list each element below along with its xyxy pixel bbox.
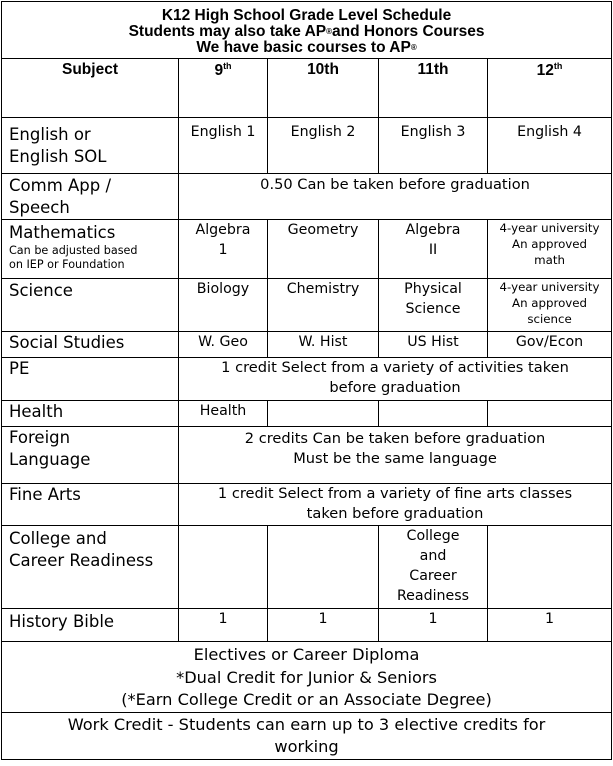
header-row — [2, 59, 612, 118]
header-grade-9: 9th — [179, 59, 268, 118]
cell-ccr-11: College and Career Readiness — [379, 526, 488, 609]
work-credit-note: Work Credit - Students can earn up to 3 elective credits for working — [2, 712, 612, 759]
table-title — [2, 2, 612, 59]
header-grade-11: 11th — [379, 59, 488, 118]
cell-science-9: Biology — [179, 279, 268, 332]
cell-social-12: Gov/Econ — [488, 332, 612, 358]
subject-fine-arts: Fine Arts — [2, 484, 179, 526]
cell-health-12 — [488, 401, 612, 427]
subject-social: Social Studies — [2, 332, 179, 358]
row-science — [2, 279, 612, 332]
cell-pe-note: 1 credit Select from a variety of activities taken before graduation — [179, 358, 612, 401]
title-line-2: Students may also take AP®and Honors Courses — [128, 23, 485, 40]
cell-math-11: Algebra II — [379, 220, 488, 279]
cell-english-11: English 3 — [379, 118, 488, 174]
cell-english-9: English 1 — [179, 118, 268, 174]
row-bible — [2, 609, 612, 642]
subject-bible: History Bible — [2, 609, 179, 642]
subject-foreign: Foreign Language — [2, 427, 179, 484]
subject-health: Health — [2, 401, 179, 427]
row-comm — [2, 174, 612, 220]
cell-ccr-12 — [488, 526, 612, 609]
header-grade-10: 10th — [268, 59, 379, 118]
title-line-1: K12 High School Grade Level Schedule — [161, 7, 452, 24]
header-subject: Subject — [2, 59, 179, 118]
schedule-table — [1, 1, 612, 760]
row-fine-arts — [2, 484, 612, 526]
cell-english-10: English 2 — [268, 118, 379, 174]
row-ccr — [2, 526, 612, 609]
cell-bible-11: 1 — [379, 609, 488, 642]
cell-health-9: Health — [179, 401, 268, 427]
title-line-3: We have basic courses to AP® — [196, 39, 417, 56]
cell-fine-arts-note: 1 credit Select from a variety of fine arts classes taken before graduation — [179, 484, 612, 526]
row-english — [2, 118, 612, 174]
registered-mark: ® — [326, 27, 333, 36]
subject-comm: Comm App / Speech — [2, 174, 179, 220]
cell-health-11 — [379, 401, 488, 427]
cell-social-11: US Hist — [379, 332, 488, 358]
row-social — [2, 332, 612, 358]
subject-english: English or English SOL — [2, 118, 179, 174]
title-row — [2, 2, 612, 59]
cell-math-10: Geometry — [268, 220, 379, 279]
row-health — [2, 401, 612, 427]
cell-social-10: W. Hist — [268, 332, 379, 358]
cell-english-12: English 4 — [488, 118, 612, 174]
subject-ccr: College and Career Readiness — [2, 526, 179, 609]
row-pe — [2, 358, 612, 401]
cell-health-10 — [268, 401, 379, 427]
cell-foreign-note: 2 credits Can be taken before graduation Must be the same language — [179, 427, 612, 484]
subject-science: Science — [2, 279, 179, 332]
math-note: Can be adjusted based on IEP or Foundation — [9, 244, 138, 271]
cell-math-12: 4-year university An approved math — [488, 220, 612, 279]
registered-mark: ® — [410, 43, 417, 52]
subject-math: Mathematics Can be adjusted based on IEP or Foundation — [2, 220, 179, 279]
cell-social-9: W. Geo — [179, 332, 268, 358]
cell-bible-12: 1 — [488, 609, 612, 642]
cell-science-12: 4-year university An approved science — [488, 279, 612, 332]
row-electives — [2, 642, 612, 713]
cell-bible-10: 1 — [268, 609, 379, 642]
cell-math-9: Algebra 1 — [179, 220, 268, 279]
cell-ccr-10 — [268, 526, 379, 609]
row-work-credit — [2, 712, 612, 759]
electives-note: Electives or Career Diploma *Dual Credit for Junior & Seniors (*Earn College Credit or an Associate Degree) — [2, 642, 612, 713]
header-grade-12: 12th — [488, 59, 612, 118]
cell-ccr-9 — [179, 526, 268, 609]
cell-bible-9: 1 — [179, 609, 268, 642]
subject-pe: PE — [2, 358, 179, 401]
cell-science-10: Chemistry — [268, 279, 379, 332]
cell-comm-note: 0.50 Can be taken before graduation — [179, 174, 612, 220]
cell-science-11: Physical Science — [379, 279, 488, 332]
row-foreign — [2, 427, 612, 484]
row-math — [2, 220, 612, 279]
